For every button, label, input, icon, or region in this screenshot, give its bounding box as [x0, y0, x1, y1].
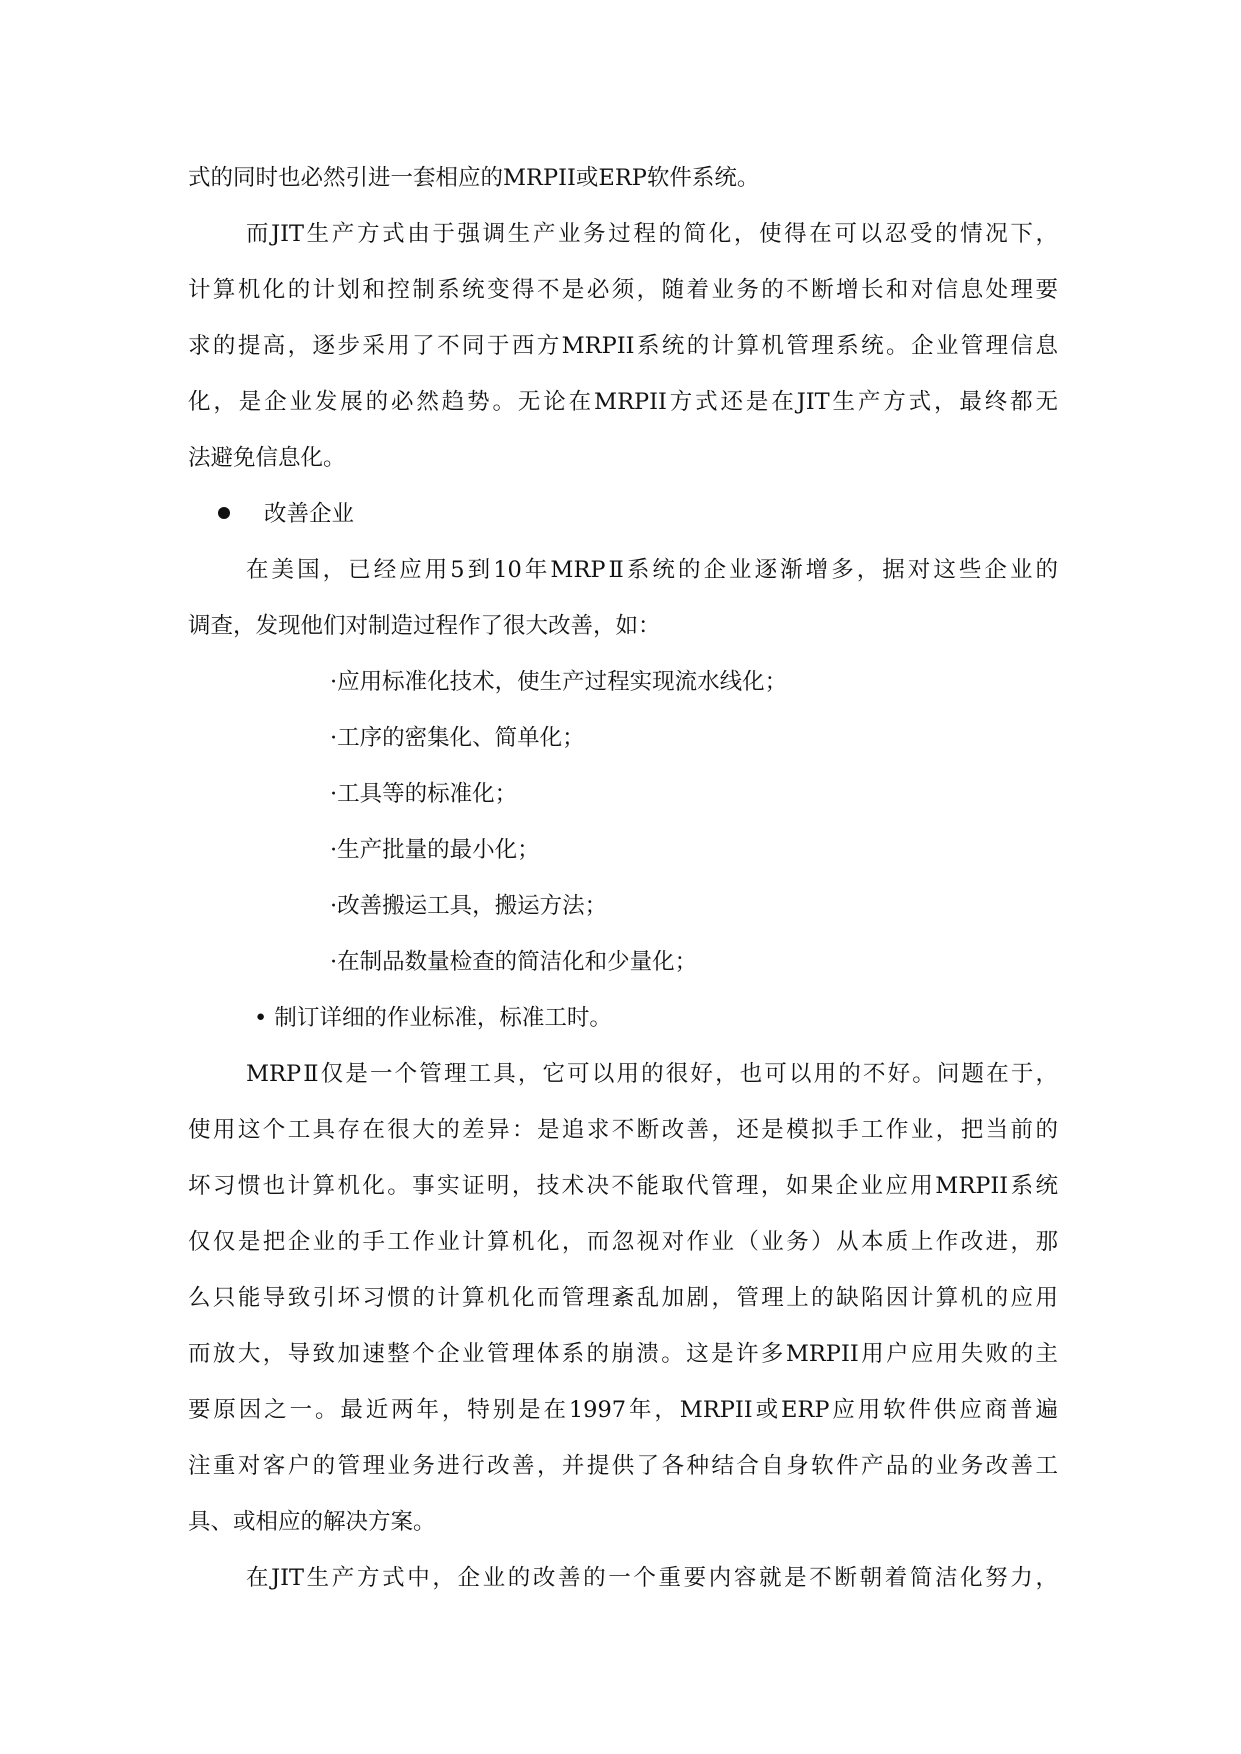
paragraph-2-line-1: 而JIT生产方式由于强调生产业务过程的简化，使得在可以忍受的情况下， — [246, 221, 1058, 247]
paragraph-4-line-3: 坏习惯也计算机化。事实证明，技术决不能取代管理，如果企业应用MRPII系统 — [188, 1173, 1058, 1199]
paragraph-4-line-9: 具、或相应的解决方案。 — [188, 1509, 436, 1535]
list-item: ·应用标准化技术，使生产过程实现流水线化； — [330, 669, 788, 695]
paragraph-4-line-1: MRPⅡ仅是一个管理工具，它可以用的很好，也可以用的不好。问题在于， — [246, 1061, 1058, 1087]
list-item: ·改善搬运工具，搬运方法； — [330, 893, 608, 919]
paragraph-4-line-6: 而放大，导致加速整个企业管理体系的崩溃。这是许多MRPII用户应用失败的主 — [188, 1341, 1058, 1367]
paragraph-5-line-1: 在JIT生产方式中，企业的改善的一个重要内容就是不断朝着简洁化努力， — [246, 1565, 1058, 1591]
list-item: ·工序的密集化、简单化； — [330, 725, 585, 751]
list-item: ·工具等的标准化； — [330, 781, 518, 807]
paragraph-3-line-2: 调查，发现他们对制造过程作了很大改善，如： — [188, 613, 661, 639]
bullet-heading-text: 改善企业 — [264, 501, 355, 527]
list-item-last: • 制订详细的作业标准，标准工时。 — [254, 1005, 612, 1031]
document-page — [188, 150, 1058, 1606]
paragraph-2-line-2: 计算机化的计划和控制系统变得不是必须，随着业务的不断增长和对信息处理要 — [188, 277, 1058, 303]
paragraph-2-line-5: 法避免信息化。 — [188, 445, 346, 471]
paragraph-4-line-2: 使用这个工具存在很大的差异：是追求不断改善，还是模拟手工作业，把当前的 — [188, 1117, 1058, 1143]
paragraph-2-line-3: 求的提高，逐步采用了不同于西方MRPII系统的计算机管理系统。企业管理信息 — [188, 333, 1058, 359]
paragraph-1-line-1: 式的同时也必然引进一套相应的MRPII或ERP软件系统。 — [188, 165, 760, 191]
bullet-heading — [188, 486, 1058, 542]
paragraph-4-line-5: 么只能导致引坏习惯的计算机化而管理紊乱加剧，管理上的缺陷因计算机的应用 — [188, 1285, 1058, 1311]
list-item: ·生产批量的最小化； — [330, 837, 540, 863]
paragraph-4-line-4: 仅仅是把企业的手工作业计算机化，而忽视对作业（业务）从本质上作改进，那 — [188, 1229, 1058, 1255]
paragraph-4-line-8: 注重对客户的管理业务进行改善，并提供了各种结合自身软件产品的业务改善工 — [188, 1453, 1058, 1479]
paragraph-4-line-7: 要原因之一。最近两年，特别是在1997年，MRPII或ERP应用软件供应商普遍 — [188, 1397, 1058, 1423]
list-item: ·在制品数量检查的简洁化和少量化； — [330, 949, 698, 975]
bullet-dot-icon — [218, 507, 230, 519]
paragraph-2-line-4: 化，是企业发展的必然趋势。无论在MRPII方式还是在JIT生产方式，最终都无 — [188, 389, 1058, 415]
paragraph-3-line-1: 在美国，已经应用5到10年MRPⅡ系统的企业逐渐增多，据对这些企业的 — [246, 557, 1058, 583]
